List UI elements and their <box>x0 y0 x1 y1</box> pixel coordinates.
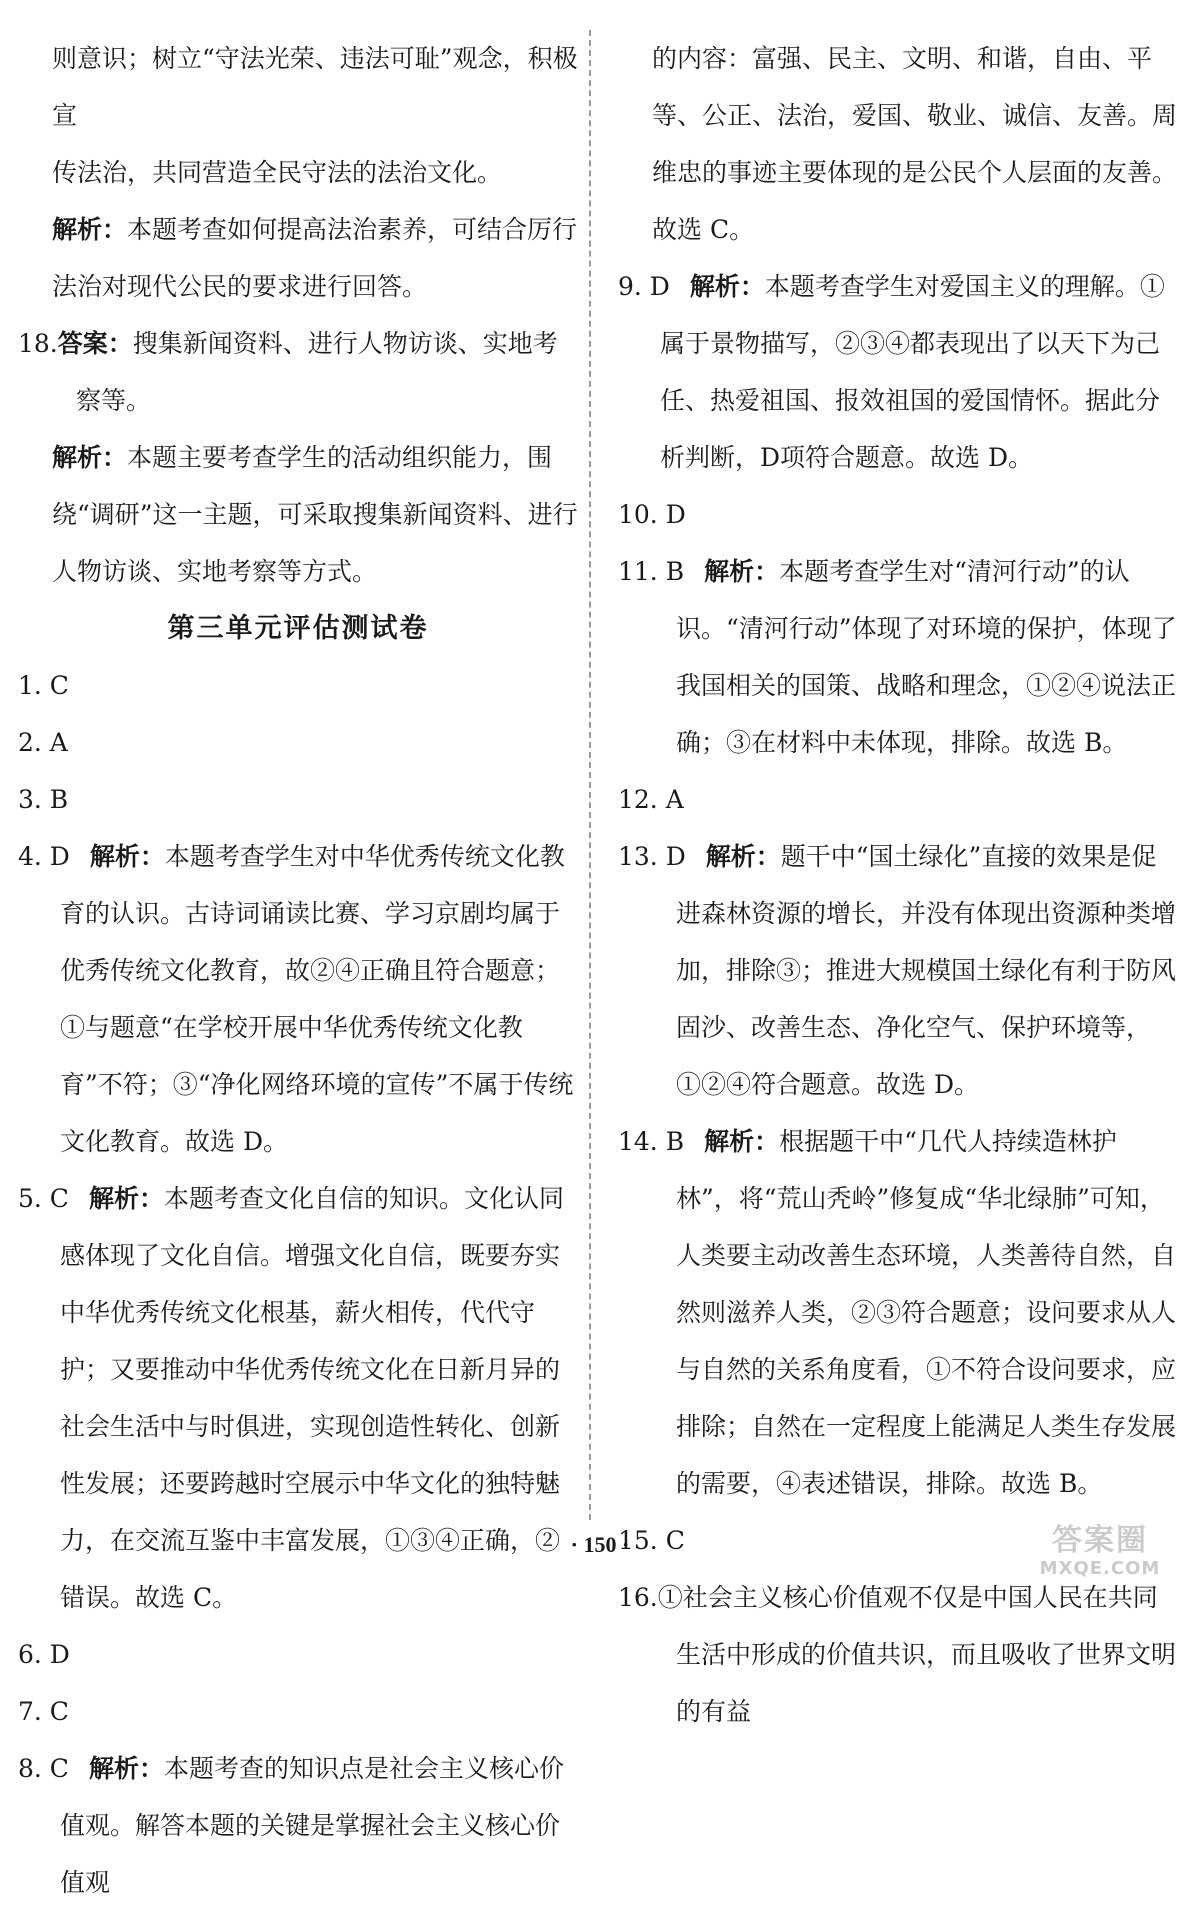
left-column <box>18 30 578 1911</box>
analysis-text: 根据题干中“几代人持续造林护林”，将“荒山秃岭”修复成“华北绿肺”可知，人类要主动改善生态环境，人类善待自然，自然则滋养人类，②③符合题意；设问要求从人与自然的关系角度看，①不符合设问要求，应排除；自然在一定程度上能满足人类生存发展的需要，④表述错误，排除。故选 B。 <box>676 1127 1177 1498</box>
answer-15: 15. C <box>618 1526 685 1555</box>
q17-continuation-line2: 传法治，共同营造全民守法的法治文化。 <box>52 158 503 187</box>
analysis-text: 本题考查学生对爱国主义的理解。①属于景物描写，②③④都表现出了以天下为己任、热爱祖国、报效祖国的爱国情怀。据此分析判断，D项符合题意。故选 D。 <box>660 272 1165 472</box>
answer-1: 1. C <box>18 671 69 700</box>
answer-12: 12. A <box>618 785 684 814</box>
analysis-label: 解析： <box>52 443 128 472</box>
q11-entry <box>618 543 1178 771</box>
question-number: 14. B <box>618 1127 685 1156</box>
question-number: 18. <box>18 329 58 358</box>
answer-7: 7. C <box>18 1697 69 1726</box>
analysis-text: 题干中“国土绿化”直接的效果是促进森林资源的增长，并没有体现出资源种类增加，排除③；推进大规模国土绿化有利于防风固沙、改善生态、净化空气、保护环境等，①②④符合题意。故选 D。 <box>676 842 1177 1099</box>
answer-text: ①社会主义核心价值观不仅是中国人民在共同生活中形成的价值共识，而且吸收了世界文明的有益 <box>657 1583 1177 1726</box>
question-number: 8. C <box>18 1754 69 1783</box>
watermark-url: MXQE.COM <box>1039 1558 1161 1579</box>
analysis-text: 本题考查如何提高法治素养，可结合厉行法治对现代公民的要求进行回答。 <box>52 215 578 301</box>
q14-entry <box>618 1113 1178 1512</box>
analysis-text: 本题考查学生对“清河行动”的认识。“清河行动”体现了对环境的保护，体现了我国相关的国策、战略和理念，①②④说法正确；③在材料中未体现，排除。故选 B。 <box>676 557 1177 757</box>
answer-6: 6. D <box>18 1640 70 1669</box>
section-title: 第三单元评估测试卷 <box>167 613 429 644</box>
q17-analysis <box>18 201 578 315</box>
analysis-label: 解析： <box>689 272 765 301</box>
q9-entry <box>618 258 1178 486</box>
q16-entry <box>618 1569 1178 1740</box>
q18-analysis <box>18 429 578 600</box>
question-number: 5. C <box>18 1184 69 1213</box>
answer-label: 答案： <box>57 329 133 358</box>
answer-2: 2. A <box>18 728 68 757</box>
analysis-text: 本题考查的知识点是社会主义核心价值观。解答本题的关键是掌握社会主义核心价值观 <box>60 1754 564 1897</box>
question-number: 9. D <box>618 272 670 301</box>
answer-3: 3. B <box>18 785 69 814</box>
question-number: 16. <box>618 1583 658 1612</box>
q13-entry <box>618 828 1178 1113</box>
q18-answer <box>18 315 578 429</box>
question-number: 11. B <box>618 557 685 586</box>
column-divider <box>589 30 591 1520</box>
right-column <box>618 30 1178 1740</box>
analysis-text: 本题考查学生对中华优秀传统文化教育的认识。古诗词诵读比赛、学习京剧均属于优秀传统文化教育，故②④正确且符合题意；①与题意“在学校开展中华优秀传统文化教育”不符；③“净化网络环境的宣传”不属于传统文化教育。故选 D。 <box>60 842 574 1156</box>
q17-continuation-line1: 则意识；树立“守法光荣、违法可耻”观念，积极宣 <box>52 44 578 130</box>
question-number: 13. D <box>618 842 686 871</box>
analysis-label: 解析： <box>89 842 165 871</box>
analysis-label: 解析： <box>704 1127 780 1156</box>
answer-10: 10. D <box>618 500 686 529</box>
q8-entry <box>18 1740 578 1911</box>
watermark-logo <box>1020 1524 1180 1586</box>
answer-text: 搜集新闻资料、进行人物访谈、实地考察等。 <box>76 329 558 415</box>
analysis-label: 解析： <box>88 1754 164 1783</box>
analysis-label: 解析： <box>88 1184 164 1213</box>
q4-entry <box>18 828 578 1170</box>
analysis-text: 本题主要考查学生的活动组织能力，围绕“调研”这一主题，可采取搜集新闻资料、进行人物访谈、实地考察等方式。 <box>52 443 578 586</box>
analysis-label: 解析： <box>705 842 781 871</box>
q8-continuation: 的内容：富强、民主、文明、和谐，自由、平等、公正、法治，爱国、敬业、诚信、友善。周维忠的事迹主要体现的是公民个人层面的友善。故选 C。 <box>652 44 1178 244</box>
analysis-text: 本题考查文化自信的知识。文化认同感体现了文化自信。增强文化自信，既要夯实中华优秀传统文化根基，薪火相传，代代守护；又要推动中华优秀传统文化在日新月异的社会生活中与时俱进，实现创造性转化、创新性发展；还要跨越时空展示中华文化的独特魅力，在交流互鉴中丰富发展，①③④正确，②错误。故选 C。 <box>60 1184 564 1612</box>
question-number: 4. D <box>18 842 70 871</box>
analysis-label: 解析： <box>704 557 780 586</box>
page-number: · 150 · <box>570 1532 630 1557</box>
watermark-text: 答案圈 <box>1052 1523 1148 1558</box>
analysis-label: 解析： <box>52 215 128 244</box>
